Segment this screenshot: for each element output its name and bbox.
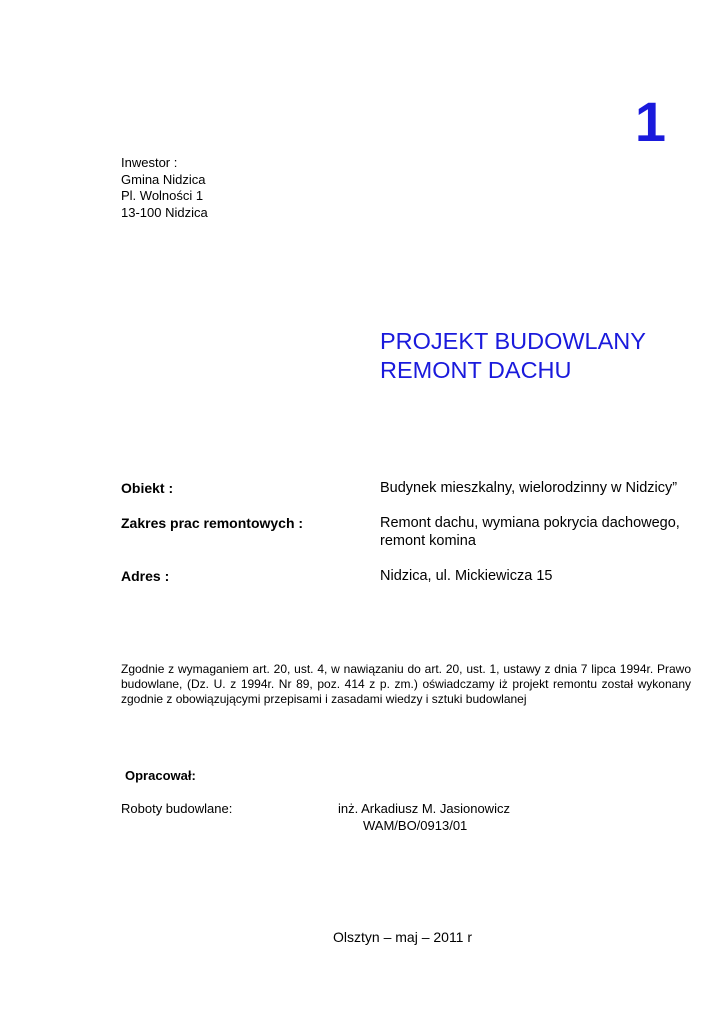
investor-block	[121, 155, 208, 221]
object-label: Obiekt :	[121, 480, 174, 496]
document-number: 1	[634, 90, 666, 153]
object-value: Budynek mieszkalny, wielorodzinny w Nidzicy”	[380, 480, 678, 496]
engineer-name: inż. Arkadiusz M. Jasionowicz	[338, 801, 510, 816]
project-title	[380, 327, 646, 385]
works-label: Roboty budowlane:	[121, 801, 233, 816]
scope-value-line2: remont komina	[380, 533, 476, 549]
address-label: Adres :	[121, 568, 170, 584]
investor-city: 13-100 Nidzica	[121, 204, 208, 220]
place-date: Olsztyn – maj – 2011 r	[333, 929, 473, 945]
compliance-statement: Zgodnie z wymaganiem art. 20, ust. 4, w nawiązaniu do art. 20, ust. 1, ustawy z dnia 7 lipca 1994r. Prawo budowlane, (Dz. U. z 1994r. Nr 89, poz. 414 z p. zm.) oświadczamy iż projekt remontu został wykonany zgodnie z obowiązującymi przepisami i zasadami wiedzy i sztuki budowlanej	[121, 662, 691, 707]
investor-street: Pl. Wolności 1	[121, 188, 204, 203]
prepared-by-heading: Opracował:	[125, 768, 196, 783]
engineer-license: WAM/BO/0913/01	[363, 818, 468, 833]
scope-value-line1: Remont dachu, wymiana pokrycia dachowego,	[380, 515, 680, 531]
address-value: Nidzica, ul. Mickiewicza 15	[380, 568, 553, 584]
investor-name: Gmina Nidzica	[121, 171, 206, 187]
scope-label: Zakres prac remontowych :	[121, 515, 304, 531]
project-title-line1: PROJEKT BUDOWLANY	[380, 328, 646, 354]
project-title-line2: REMONT DACHU	[380, 357, 572, 383]
investor-heading: Inwestor :	[121, 155, 178, 170]
